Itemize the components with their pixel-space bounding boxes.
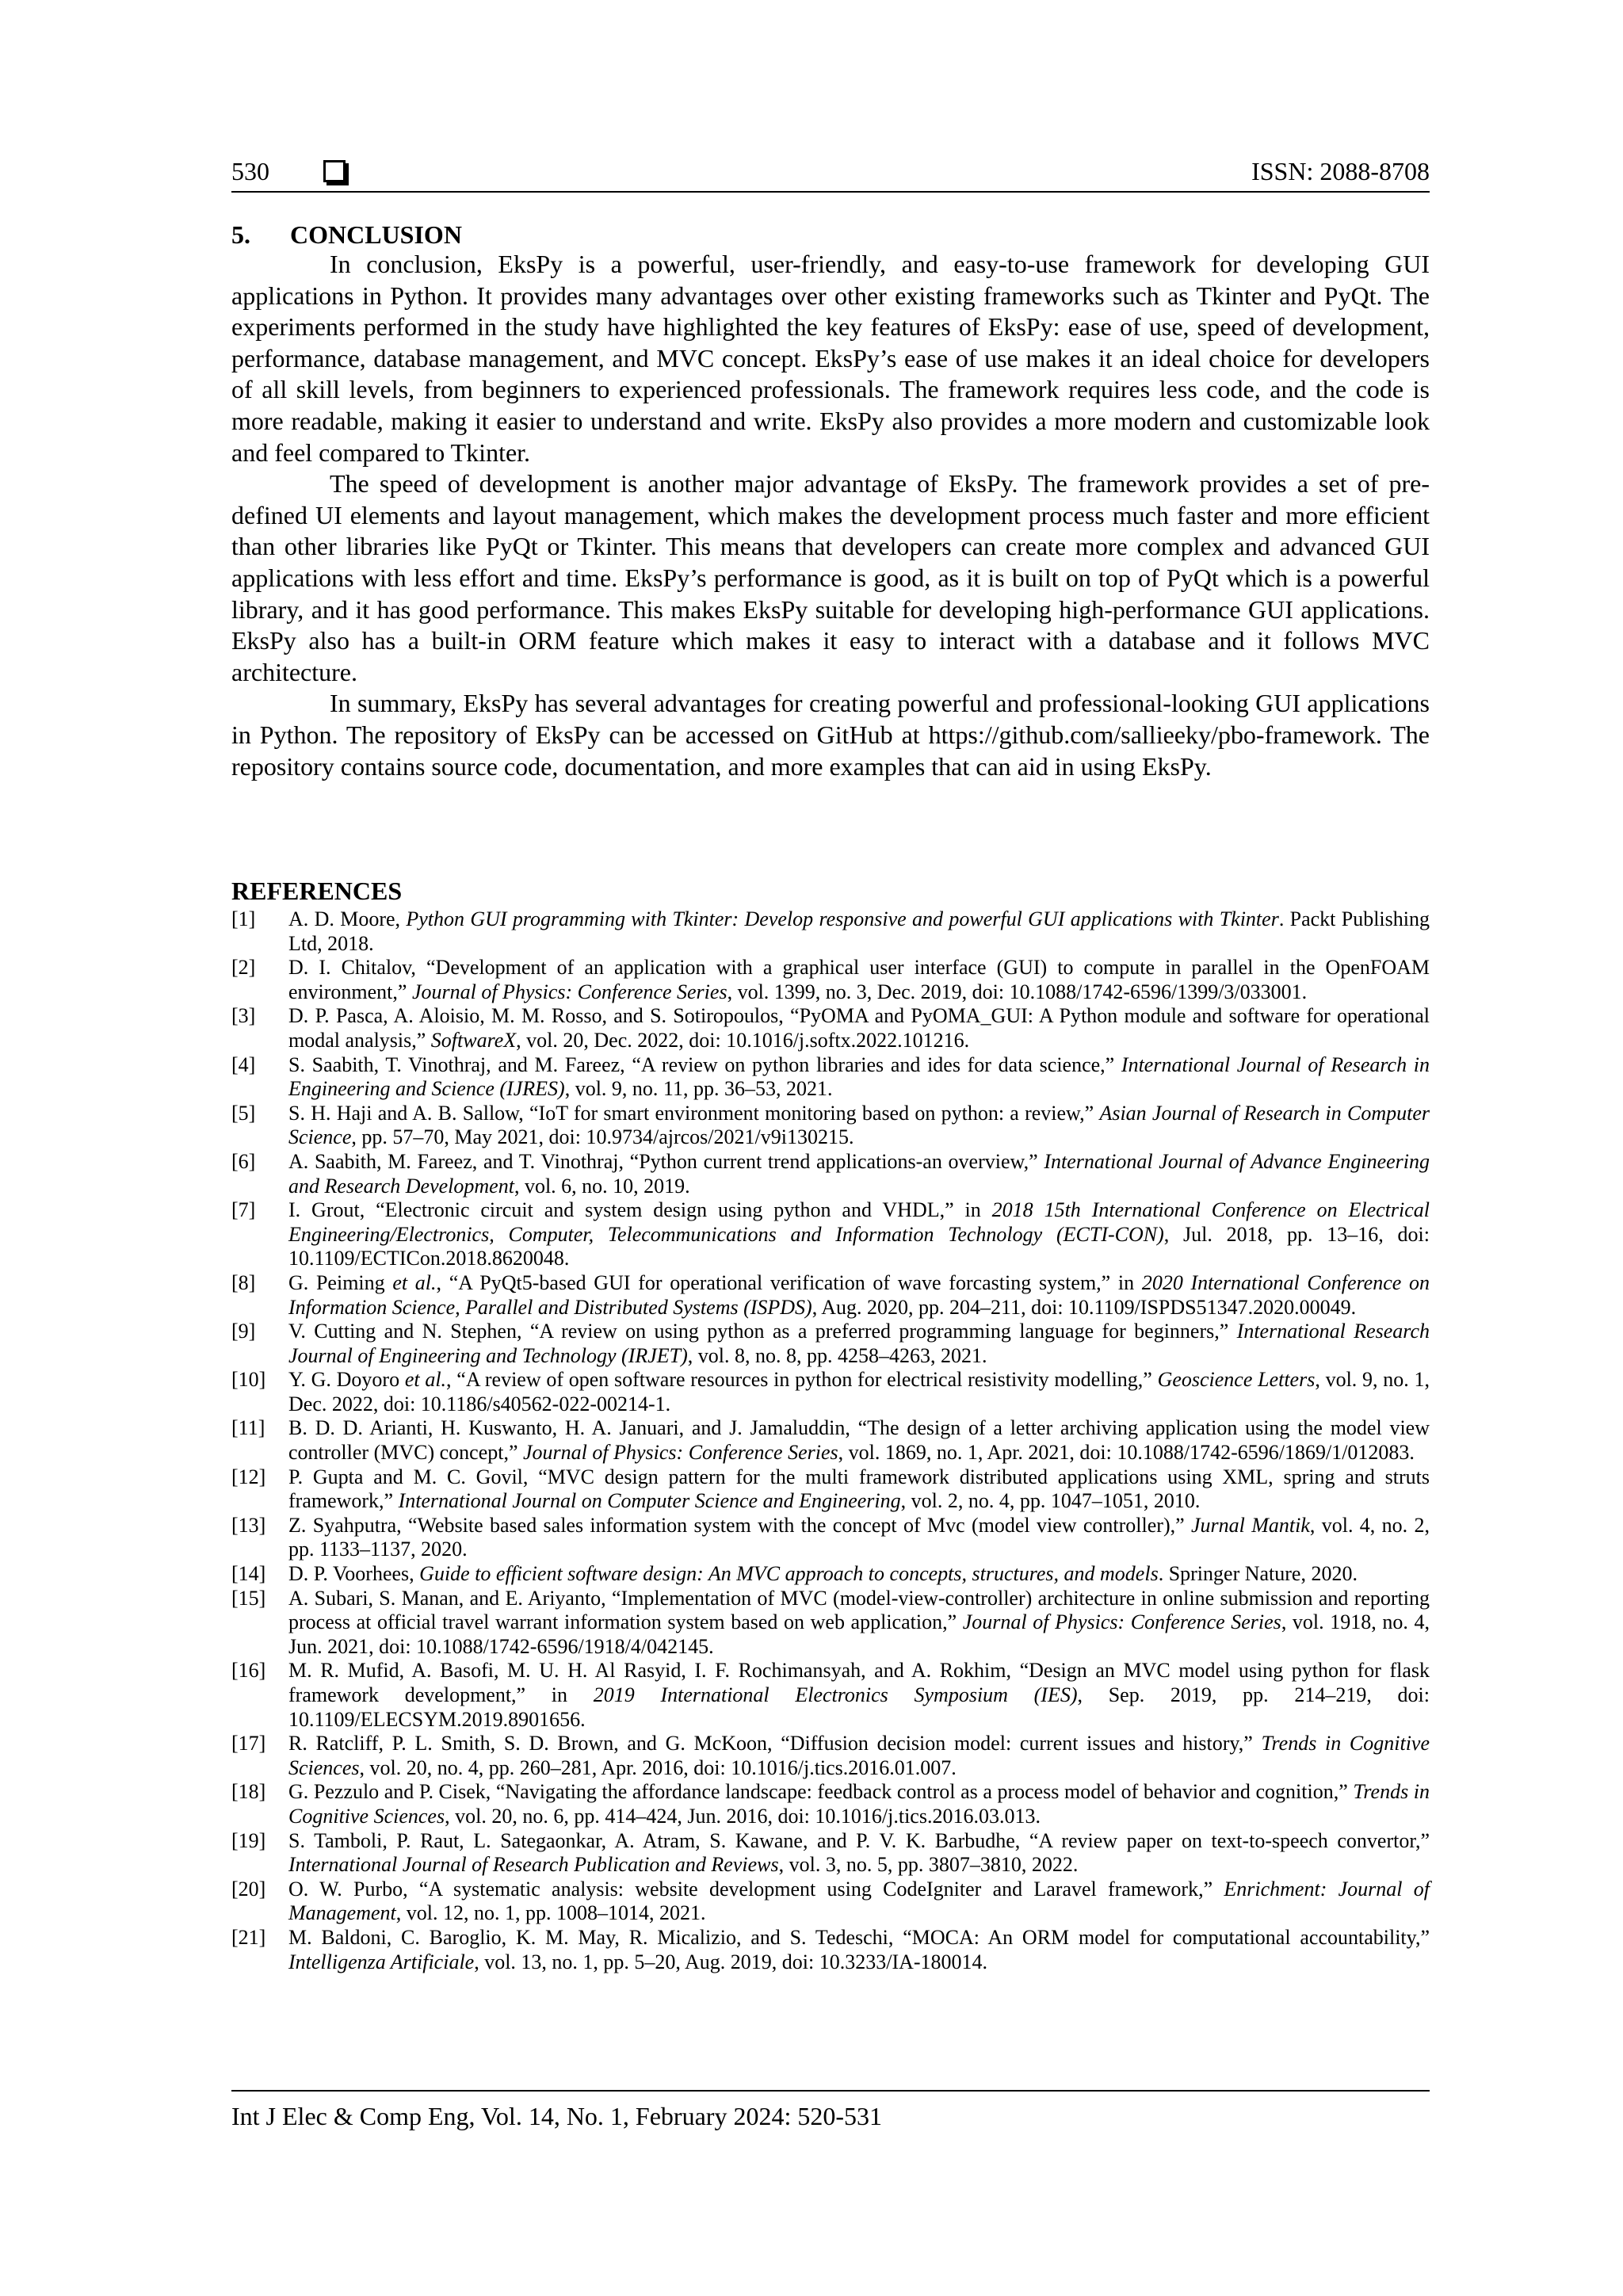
reference-item bbox=[231, 1368, 1430, 1416]
reference-text: D. P. Pasca, A. Aloisio, M. M. Rosso, and S. Sotiropoulos, “PyOMA and PyOMA_GUI: A Python module and software for operational modal analysis,” bbox=[288, 1004, 1430, 1052]
reference-item bbox=[231, 1053, 1430, 1102]
reference-text: , vol. 20, Dec. 2022, doi: 10.1016/j.softx.2022.101216. bbox=[516, 1028, 970, 1052]
reference-text: I. Grout, “Electronic circuit and system design using python and VHDL,” in bbox=[288, 1198, 992, 1222]
reference-text: S. Tamboli, P. Raut, L. Sategaonkar, A. Atram, S. Kawane, and P. V. K. Barbudhe, “A review paper on text-to-speech convertor,” bbox=[288, 1828, 1430, 1852]
reference-text: , vol. 20, no. 6, pp. 414–424, Jun. 2016, doi: 10.1016/j.tics.2016.03.013. bbox=[445, 1804, 1041, 1828]
reference-label: [7] bbox=[231, 1198, 256, 1222]
reference-label: [21] bbox=[231, 1925, 266, 1949]
page-number: 530 bbox=[231, 157, 269, 185]
reference-item bbox=[231, 1829, 1430, 1878]
reference-source: International Journal of Advance Engineering and Research Development bbox=[288, 1149, 1430, 1198]
reference-source: Enrichment: Journal of Management bbox=[288, 1877, 1430, 1925]
reference-label: [5] bbox=[231, 1101, 256, 1125]
reference-source: Geoscience Letters bbox=[1157, 1368, 1316, 1392]
reference-item bbox=[231, 1659, 1430, 1732]
reference-source: International Research Journal of Engineering and Technology (IRJET) bbox=[288, 1320, 1430, 1367]
paragraph: In summary, EksPy has several advantages for creating powerful and professional-looking GUI applications in Python. The repository of EksPy can be accessed on GitHub at https://github.com/sallieeky/pbo-framework. The repository contains source code, documentation, and more examples that can aid in using EksPy. bbox=[231, 689, 1430, 781]
reference-label: [13] bbox=[231, 1513, 266, 1537]
reference-text: G. Pezzulo and P. Cisek, “Navigating the affordance landscape: feedback control as a process model of behavior and cognition,” bbox=[288, 1780, 1354, 1804]
paragraph: The speed of development is another major advantage of EksPy. The framework provides a set of pre-defined UI elements and layout management, which makes the development process much faster and more efficient than other libraries like PyQt or Tkinter. This means that developers can create more complex and advanced GUI applications with less effort and time. EksPy’s performance is good, as it is built on top of PyQt which is a powerful library, and it has good performance. This makes EksPy suitable for developing high-performance GUI applications. EksPy also has a built-in ORM feature which makes it easy to interact with a database and it follows MVC architecture. bbox=[231, 469, 1430, 686]
reference-text: M. Baldoni, C. Baroglio, K. M. May, R. Micalizio, and S. Tedeschi, “MOCA: An ORM model for computational accountability,” bbox=[288, 1925, 1430, 1949]
page-footer: Int J Elec & Comp Eng, Vol. 14, No. 1, February 2024: 520-531 bbox=[231, 2102, 882, 2130]
reference-text: , vol. 4, no. 2, pp. 1133–1137, 2020. bbox=[288, 1513, 1430, 1561]
reference-item bbox=[231, 1271, 1430, 1320]
reference-item bbox=[231, 907, 1430, 956]
reference-text: S. Saabith, T. Vinothraj, and M. Fareez, “A review on python libraries and ides for data science,” bbox=[288, 1052, 1121, 1076]
reference-text: , vol. 8, no. 8, pp. 4258–4263, 2021. bbox=[687, 1343, 987, 1367]
reference-source: International Journal on Computer Science and Engineering bbox=[398, 1489, 901, 1513]
reference-label: [17] bbox=[231, 1732, 266, 1755]
reference-text: , pp. 57–70, May 2021, doi: 10.9734/ajrcos/2021/v9i130215. bbox=[351, 1125, 854, 1149]
reference-label: [18] bbox=[231, 1780, 266, 1804]
reference-label: [16] bbox=[231, 1659, 266, 1683]
reference-label: [3] bbox=[231, 1004, 256, 1028]
reference-item bbox=[231, 1926, 1430, 1974]
section-number: 5. bbox=[231, 220, 250, 249]
reference-text: , vol. 1869, no. 1, Apr. 2021, doi: 10.1088/1742-6596/1869/1/012083. bbox=[838, 1441, 1415, 1465]
reference-text: S. H. Haji and A. B. Sallow, “IoT for smart environment monitoring based on python: a review,” bbox=[288, 1101, 1100, 1125]
footer-rule bbox=[231, 2090, 1430, 2092]
section-title: CONCLUSION bbox=[290, 220, 462, 249]
reference-text: Y. G. Doyoro bbox=[288, 1368, 405, 1392]
references-heading: REFERENCES bbox=[231, 877, 403, 905]
reference-text: A. Subari, S. Manan, and E. Ariyanto, “Implementation of MVC (model-view-controller) architecture in online submission and reporting process at official travel warrant information system based on web application,” bbox=[288, 1586, 1430, 1634]
reference-text: G. Peiming bbox=[288, 1270, 393, 1294]
reference-text: B. D. D. Arianti, H. Kuswanto, H. A. Januari, and J. Jamaluddin, “The design of a letter archiving application using the model view controller (MVC) concept,” bbox=[288, 1416, 1430, 1465]
reference-source: 2019 International Electronics Symposium (IES) bbox=[593, 1683, 1078, 1706]
reference-source: SoftwareX bbox=[430, 1028, 517, 1052]
reference-text: D. P. Voorhees, bbox=[288, 1562, 420, 1586]
paragraph: In conclusion, EksPy is a powerful, user-friendly, and easy-to-use framework for developing GUI applications in Python. It provides many advantages over other existing frameworks such as Tkinter and PyQt. The experiments performed in the study have highlighted the key features of EksPy: ease of use, speed of development, performance, database management, and MVC concept. EksPy’s ease of use makes it an ideal choice for developers of all skill levels, from beginners to experienced professionals. The framework requires less code, and the code is more readable, making it easier to understand and write. EksPy also provides a more modern and customizable look and feel compared to Tkinter. bbox=[231, 250, 1430, 467]
reference-label: [4] bbox=[231, 1052, 256, 1076]
reference-item bbox=[231, 1587, 1430, 1660]
reference-label: [2] bbox=[231, 956, 256, 980]
reference-label: [8] bbox=[231, 1270, 256, 1294]
reference-source: Asian Journal of Research in Computer Science bbox=[288, 1101, 1430, 1149]
reference-item bbox=[231, 1878, 1430, 1926]
reference-source: Journal of Physics: Conference Series bbox=[411, 980, 727, 1003]
reference-item bbox=[231, 1416, 1430, 1465]
reference-text: Z. Syahputra, “Website based sales information system with the concept of Mvc (model view controller),” bbox=[288, 1513, 1191, 1537]
reference-source: 2020 International Conference on Information Science, Parallel and Distributed Systems (ISPDS) bbox=[288, 1270, 1430, 1319]
reference-item bbox=[231, 1562, 1430, 1587]
reference-source: Journal of Physics: Conference Series bbox=[523, 1441, 838, 1465]
reference-text: , “A review of open software resources in python for electrical resistivity modelling,” bbox=[446, 1368, 1158, 1392]
reference-text: . Packt Publishing Ltd, 2018. bbox=[288, 907, 1430, 955]
reference-text: , vol. 1918, no. 4, Jun. 2021, doi: 10.1088/1742-6596/1918/4/042145. bbox=[288, 1610, 1430, 1658]
reference-source: Trends in Cognitive Sciences bbox=[288, 1780, 1430, 1828]
issn-label: ISSN: 2088-8708 bbox=[1251, 157, 1430, 185]
reference-source: et al. bbox=[404, 1368, 447, 1392]
reference-label: [20] bbox=[231, 1877, 266, 1901]
header-rule bbox=[231, 191, 1430, 193]
reference-label: [9] bbox=[231, 1320, 256, 1343]
reference-text: , Aug. 2020, pp. 204–211, doi: 10.1109/ISPDS51347.2020.00049. bbox=[812, 1295, 1357, 1319]
reference-item bbox=[231, 1732, 1430, 1780]
reference-item bbox=[231, 1514, 1430, 1562]
reference-label: [12] bbox=[231, 1465, 266, 1488]
reference-item bbox=[231, 956, 1430, 1004]
reference-text: , “A PyQt5-based GUI for operational verification of wave forcasting system,” in bbox=[436, 1270, 1142, 1294]
reference-source: Python GUI programming with Tkinter: Develop responsive and powerful GUI applications with Tkinter bbox=[406, 907, 1279, 930]
reference-item bbox=[231, 1198, 1430, 1271]
reference-item bbox=[231, 1004, 1430, 1052]
reference-text: , vol. 9, no. 11, pp. 36–53, 2021. bbox=[564, 1077, 833, 1101]
checkbox-square-icon bbox=[323, 160, 346, 182]
reference-label: [11] bbox=[231, 1416, 265, 1440]
reference-item bbox=[231, 1320, 1430, 1368]
reference-text: . Springer Nature, 2020. bbox=[1158, 1562, 1358, 1586]
reference-text: M. R. Mufid, A. Basofi, M. U. H. Al Rasyid, I. F. Rochimansyah, and A. Rokhim, “Design an MVC model using python for flask framework development,” in bbox=[288, 1659, 1430, 1706]
reference-text: V. Cutting and N. Stephen, “A review on using python as a preferred programming language for beginners,” bbox=[288, 1320, 1237, 1343]
reference-label: [10] bbox=[231, 1368, 266, 1392]
reference-text: , vol. 13, no. 1, pp. 5–20, Aug. 2019, doi: 10.3233/IA-180014. bbox=[474, 1950, 988, 1973]
reference-source: 2018 15th International Conference on Electrical Engineering/Electronics, Computer, Telecommunications and Information Technology (ECTI-CON) bbox=[288, 1198, 1430, 1246]
reference-source: Guide to efficient software design: An MVC approach to concepts, structures, and models bbox=[419, 1562, 1159, 1586]
reference-label: [14] bbox=[231, 1562, 266, 1586]
reference-item bbox=[231, 1102, 1430, 1150]
reference-label: [19] bbox=[231, 1828, 266, 1852]
reference-item bbox=[231, 1780, 1430, 1828]
reference-text: , vol. 6, no. 10, 2019. bbox=[514, 1174, 690, 1198]
reference-source: International Journal of Research in Engineering and Science (IJRES) bbox=[288, 1052, 1430, 1101]
reference-text: A. Saabith, M. Fareez, and T. Vinothraj, “Python current trend applications-an overview,” bbox=[288, 1149, 1044, 1173]
reference-text: P. Gupta and M. C. Govil, “MVC design pattern for the multi framework distributed applications using XML, spring and struts framework,” bbox=[288, 1465, 1430, 1513]
reference-item bbox=[231, 1150, 1430, 1198]
reference-text: D. I. Chitalov, “Development of an application with a graphical user interface (GUI) to compute in parallel in the OpenFOAM environment,” bbox=[288, 956, 1430, 1003]
reference-text: , vol. 3, no. 5, pp. 3807–3810, 2022. bbox=[778, 1853, 1079, 1877]
reference-source: Journal of Physics: Conference Series bbox=[962, 1610, 1281, 1634]
reference-label: [6] bbox=[231, 1149, 256, 1173]
references-list bbox=[231, 907, 1430, 1974]
reference-text: R. Ratcliff, P. L. Smith, S. D. Brown, and G. McKoon, “Diffusion decision model: current issues and history,” bbox=[288, 1732, 1262, 1755]
reference-source: Trends in Cognitive Sciences bbox=[288, 1732, 1430, 1779]
reference-text: , Jul. 2018, pp. 13–16, doi: 10.1109/ECTICon.2018.8620048. bbox=[288, 1222, 1430, 1270]
reference-text: A. D. Moore, bbox=[288, 907, 407, 930]
reference-text: , vol. 2, no. 4, pp. 1047–1051, 2010. bbox=[900, 1489, 1201, 1513]
reference-text: , vol. 20, no. 4, pp. 260–281, Apr. 2016, doi: 10.1016/j.tics.2016.01.007. bbox=[359, 1755, 957, 1779]
reference-source: International Journal of Research Publication and Reviews bbox=[288, 1853, 779, 1877]
reference-label: [1] bbox=[231, 907, 256, 930]
reference-text: , vol. 1399, no. 3, Dec. 2019, doi: 10.1088/1742-6596/1399/3/033001. bbox=[727, 980, 1308, 1003]
reference-source: Jurnal Mantik bbox=[1191, 1513, 1310, 1537]
page-header bbox=[231, 155, 1430, 193]
reference-text: , vol. 9, no. 1, Dec. 2022, doi: 10.1186/s40562-022-00214-1. bbox=[288, 1368, 1430, 1415]
section-heading bbox=[231, 219, 462, 250]
reference-label: [15] bbox=[231, 1586, 266, 1610]
section-body bbox=[231, 249, 1430, 782]
reference-text: , Sep. 2019, pp. 214–219, doi: 10.1109/ELECSYM.2019.8901656. bbox=[288, 1683, 1430, 1731]
reference-text: , vol. 12, no. 1, pp. 1008–1014, 2021. bbox=[395, 1901, 706, 1925]
reference-source: et al. bbox=[392, 1270, 437, 1294]
reference-text: O. W. Purbo, “A systematic analysis: website development using CodeIgniter and Laravel framework,” bbox=[288, 1877, 1224, 1901]
reference-item bbox=[231, 1465, 1430, 1514]
reference-source: Intelligenza Artificiale bbox=[288, 1950, 475, 1973]
